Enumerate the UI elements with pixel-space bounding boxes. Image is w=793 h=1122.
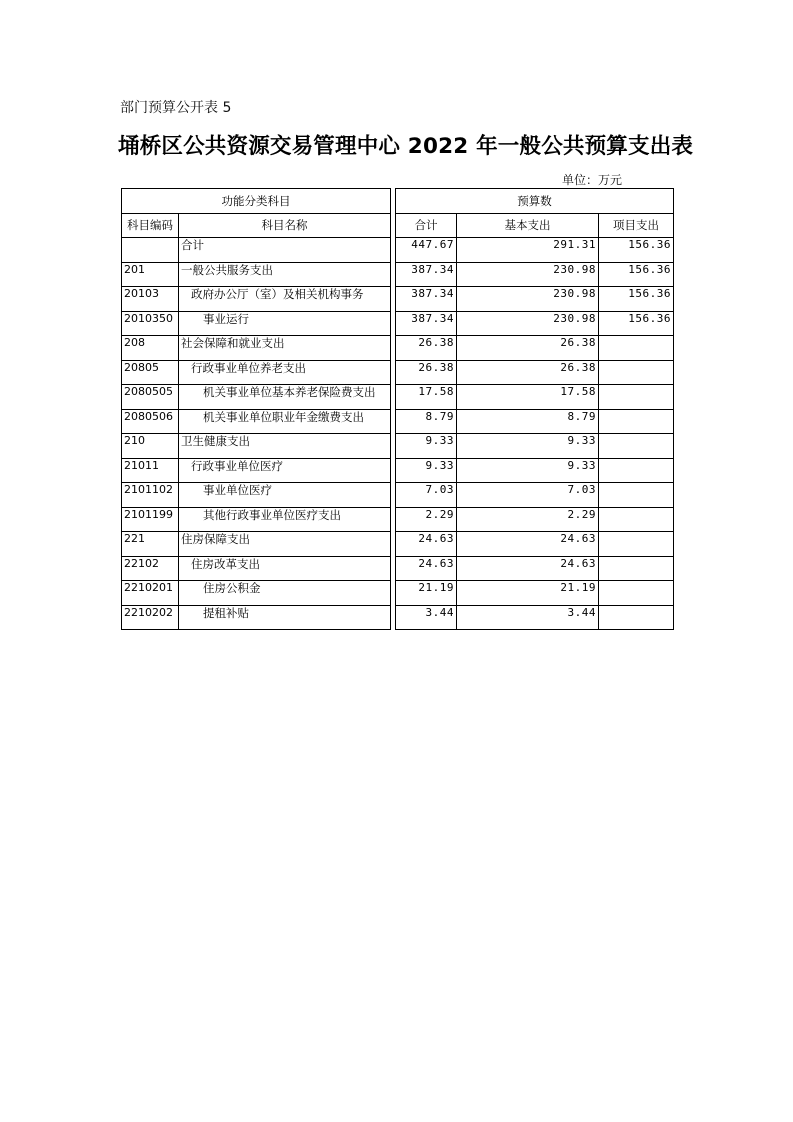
- row-project: [599, 458, 674, 483]
- row-name: 合计: [179, 238, 391, 263]
- row-project: [599, 532, 674, 557]
- row-total: 447.67: [396, 238, 457, 263]
- column-header-code: 科目编码: [122, 213, 179, 238]
- row-name: 住房改革支出: [179, 556, 391, 581]
- row-code: 22102: [122, 556, 179, 581]
- row-basic: 3.44: [457, 605, 599, 630]
- table-row: [122, 605, 674, 630]
- table-row: [122, 581, 674, 606]
- row-name: 社会保障和就业支出: [179, 336, 391, 361]
- row-name: 住房公积金: [179, 581, 391, 606]
- row-code: 201: [122, 262, 179, 287]
- row-code: 2080506: [122, 409, 179, 434]
- table-row: [122, 385, 674, 410]
- row-code: 2210201: [122, 581, 179, 606]
- row-basic: 26.38: [457, 336, 599, 361]
- row-name: 一般公共服务支出: [179, 262, 391, 287]
- row-project: [599, 507, 674, 532]
- row-basic: 24.63: [457, 532, 599, 557]
- row-code: 2080505: [122, 385, 179, 410]
- row-total: 387.34: [396, 287, 457, 312]
- row-code: 20805: [122, 360, 179, 385]
- table-row: [122, 360, 674, 385]
- budget-group-header: 预算数: [396, 189, 674, 214]
- row-basic: 230.98: [457, 287, 599, 312]
- row-total: 9.33: [396, 434, 457, 459]
- row-project: [599, 483, 674, 508]
- row-total: 24.63: [396, 556, 457, 581]
- row-basic: 26.38: [457, 360, 599, 385]
- unit-label: 单位：万元: [562, 173, 623, 187]
- table-row: [122, 507, 674, 532]
- row-basic: 9.33: [457, 458, 599, 483]
- table-number-label: 部门预算公开表 5: [120, 100, 232, 116]
- row-project: [599, 581, 674, 606]
- row-code: 221: [122, 532, 179, 557]
- table-row: [122, 556, 674, 581]
- page-title: 埇桥区公共资源交易管理中心 2022 年一般公共预算支出表: [118, 134, 694, 159]
- row-basic: 17.58: [457, 385, 599, 410]
- table-row: [122, 483, 674, 508]
- row-project: [599, 556, 674, 581]
- row-project: 156.36: [599, 262, 674, 287]
- table-row: [122, 409, 674, 434]
- row-total: 387.34: [396, 262, 457, 287]
- row-total: 8.79: [396, 409, 457, 434]
- row-name: 其他行政事业单位医疗支出: [179, 507, 391, 532]
- table-row: [122, 287, 674, 312]
- row-project: [599, 360, 674, 385]
- row-basic: 8.79: [457, 409, 599, 434]
- table-row: [122, 532, 674, 557]
- row-total: 21.19: [396, 581, 457, 606]
- table-row: [122, 262, 674, 287]
- row-basic: 21.19: [457, 581, 599, 606]
- row-total: 24.63: [396, 532, 457, 557]
- row-code: 210: [122, 434, 179, 459]
- row-code: 20103: [122, 287, 179, 312]
- row-name: 行政事业单位医疗: [179, 458, 391, 483]
- budget-table: [121, 188, 674, 630]
- row-name: 住房保障支出: [179, 532, 391, 557]
- row-name: 事业运行: [179, 311, 391, 336]
- row-code: 2010350: [122, 311, 179, 336]
- row-name: 事业单位医疗: [179, 483, 391, 508]
- table-row: [122, 458, 674, 483]
- row-name: 提租补贴: [179, 605, 391, 630]
- row-code: 208: [122, 336, 179, 361]
- row-total: 2.29: [396, 507, 457, 532]
- row-basic: 230.98: [457, 311, 599, 336]
- row-name: 机关事业单位职业年金缴费支出: [179, 409, 391, 434]
- row-basic: 291.31: [457, 238, 599, 263]
- table-row: [122, 336, 674, 361]
- row-code: [122, 238, 179, 263]
- table-row: [122, 238, 674, 263]
- row-total: 9.33: [396, 458, 457, 483]
- column-header-name: 科目名称: [179, 213, 391, 238]
- row-total: 26.38: [396, 336, 457, 361]
- row-code: 2101102: [122, 483, 179, 508]
- row-project: [599, 336, 674, 361]
- table-row: [122, 311, 674, 336]
- row-code: 2101199: [122, 507, 179, 532]
- row-name: 政府办公厅（室）及相关机构事务: [179, 287, 391, 312]
- column-header-basic: 基本支出: [457, 213, 599, 238]
- row-project: [599, 434, 674, 459]
- row-total: 3.44: [396, 605, 457, 630]
- row-basic: 7.03: [457, 483, 599, 508]
- row-total: 387.34: [396, 311, 457, 336]
- row-project: 156.36: [599, 311, 674, 336]
- row-code: 2210202: [122, 605, 179, 630]
- row-project: 156.36: [599, 238, 674, 263]
- row-project: [599, 409, 674, 434]
- row-total: 7.03: [396, 483, 457, 508]
- row-project: [599, 385, 674, 410]
- column-header-total: 合计: [396, 213, 457, 238]
- row-name: 行政事业单位养老支出: [179, 360, 391, 385]
- classification-group-header: 功能分类科目: [122, 189, 391, 214]
- row-code: 21011: [122, 458, 179, 483]
- row-total: 17.58: [396, 385, 457, 410]
- row-name: 机关事业单位基本养老保险费支出: [179, 385, 391, 410]
- row-basic: 24.63: [457, 556, 599, 581]
- column-header-project: 项目支出: [599, 213, 674, 238]
- row-basic: 230.98: [457, 262, 599, 287]
- row-project: [599, 605, 674, 630]
- row-name: 卫生健康支出: [179, 434, 391, 459]
- row-basic: 2.29: [457, 507, 599, 532]
- row-project: 156.36: [599, 287, 674, 312]
- row-total: 26.38: [396, 360, 457, 385]
- table-row: [122, 434, 674, 459]
- row-basic: 9.33: [457, 434, 599, 459]
